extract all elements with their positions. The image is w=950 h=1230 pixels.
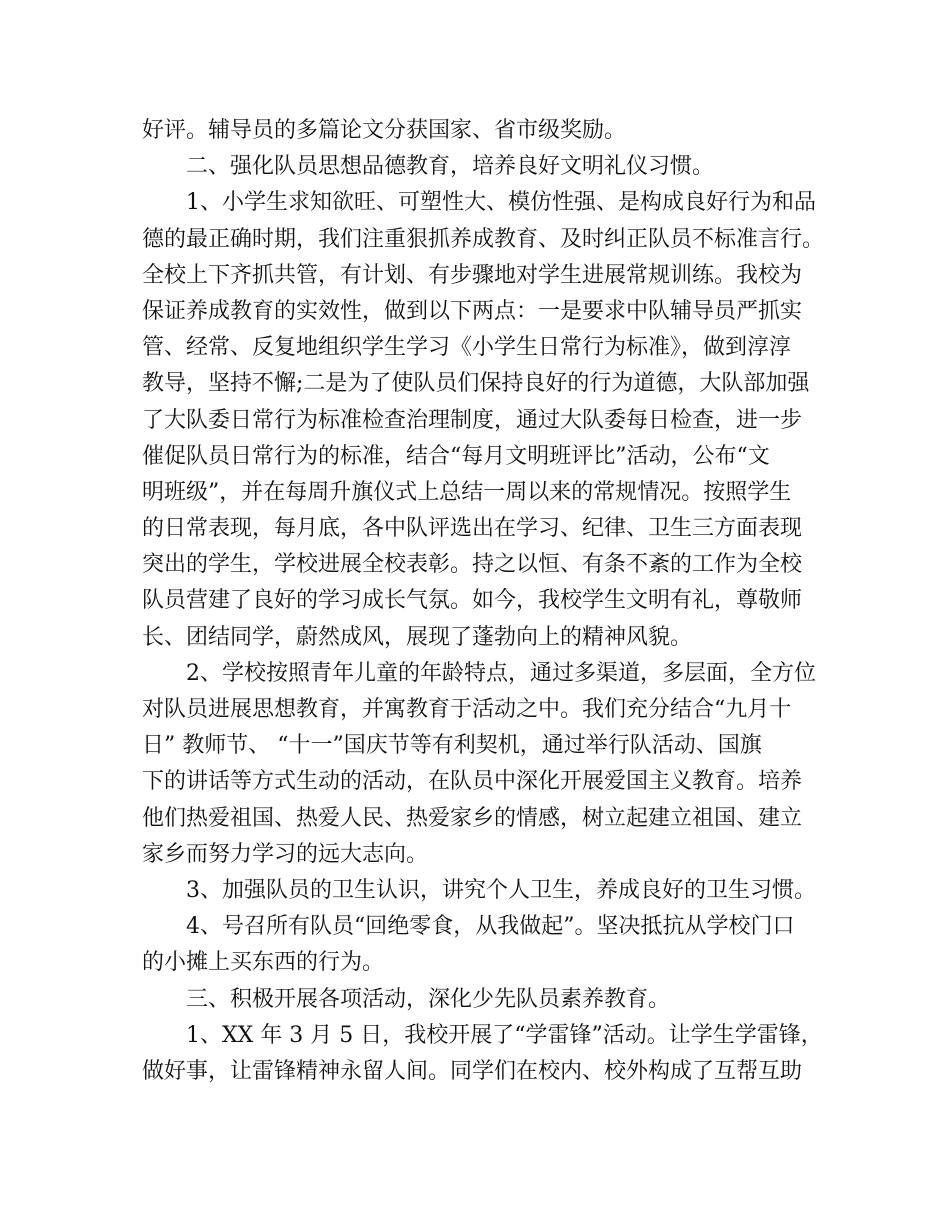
text-line: 好评。辅导员的多篇论文分获国家、省市级奖励。 (142, 118, 627, 143)
text-line: 催促队员日常行为的标准，结合“每月文明班评比”活动，公布“文 (142, 443, 770, 469)
text-line: 保证养成教育的实效性，做到以下两点：一是要求中队辅导员严抓实 (142, 298, 803, 324)
text-line: 明班级”，并在每周升旗仪式上总结一周以来的常规情况。按照学生 (142, 479, 792, 505)
text-line: 突出的学生，学校进展全校表彰。持之以恒、有条不紊的工作为全校 (142, 552, 803, 578)
text-line: 下的讲话等方式生动的活动，在队员中深化开展爱国主义教育。培养 (142, 769, 803, 795)
text-line: 队员营建了良好的学习成长气氛。如今，我校学生文明有礼，尊敬师 (142, 588, 803, 614)
text-line: 全校上下齐抓共管，有计划、有步骤地对学生进展常规训练。我校为 (142, 262, 803, 288)
text-line: 对队员进展思想教育，并寓教育于活动之中。我们充分结合“九月十 (142, 697, 792, 722)
paragraph-first-line: 3、加强队员的卫生认识，讲究个人卫生，养成良好的卫生习惯。 (186, 877, 816, 903)
text-line: 管、经常、反复地组织学生学习《小学生日常行为标准》，做到淳淳 (142, 335, 792, 361)
paragraph-first-line: 三、积极开展各项活动，深化少先队员素养教育。 (186, 986, 671, 1012)
paragraph-first-line: 1、小学生求知欲旺、可塑性大、模仿性强、是构成良好行为和品 (186, 190, 816, 216)
paragraph-first-line: 2、学校按照青年儿童的年龄特点，通过多渠道，多层面，全方位 (186, 660, 816, 686)
text-line: 德的最正确时期，我们注重狠抓养成教育、及时纠正队员不标准言行。 (142, 226, 825, 252)
text-line: 长、团结同学，蔚然成风，展现了蓬勃向上的精神风貌。 (142, 624, 693, 650)
text-line: 的小摊上买东西的行为。 (142, 950, 385, 976)
text-line: 了大队委日常行为标准检查治理制度，通过大队委每日检查，进一步 (142, 407, 803, 433)
text-line: 的日常表现，每月底，各中队评选出在学习、纪律、卫生三方面表现 (142, 516, 803, 542)
paragraph-first-line: 1、XX 年 3 月 5 日，我校开展了“学雷锋”活动。让学生学雷锋， (186, 1022, 823, 1048)
text-line: 做好事，让雷锋精神永留人间。同学们在校内、校外构成了互帮互助 (142, 1058, 803, 1084)
paragraph-first-line: 二、强化队员思想品德教育，培养良好文明礼仪习惯。 (186, 154, 715, 180)
paragraph-first-line: 4、号召所有队员“回绝零食，从我做起”。坚决抵抗从学校门口 (186, 914, 795, 940)
text-line: 家乡而努力学习的远大志向。 (142, 841, 429, 867)
text-line: 日” 教师节、 “十一”国庆节等有利契机，通过举行队活动、国旗 (142, 733, 762, 759)
text-line: 教导，坚持不懈;二是为了使队员们保持良好的行为道德，大队部加强 (142, 371, 810, 397)
text-line: 他们热爱祖国、热爱人民、热爱家乡的情感，树立起建立祖国、建立 (142, 805, 803, 831)
document-body (142, 113, 825, 1090)
